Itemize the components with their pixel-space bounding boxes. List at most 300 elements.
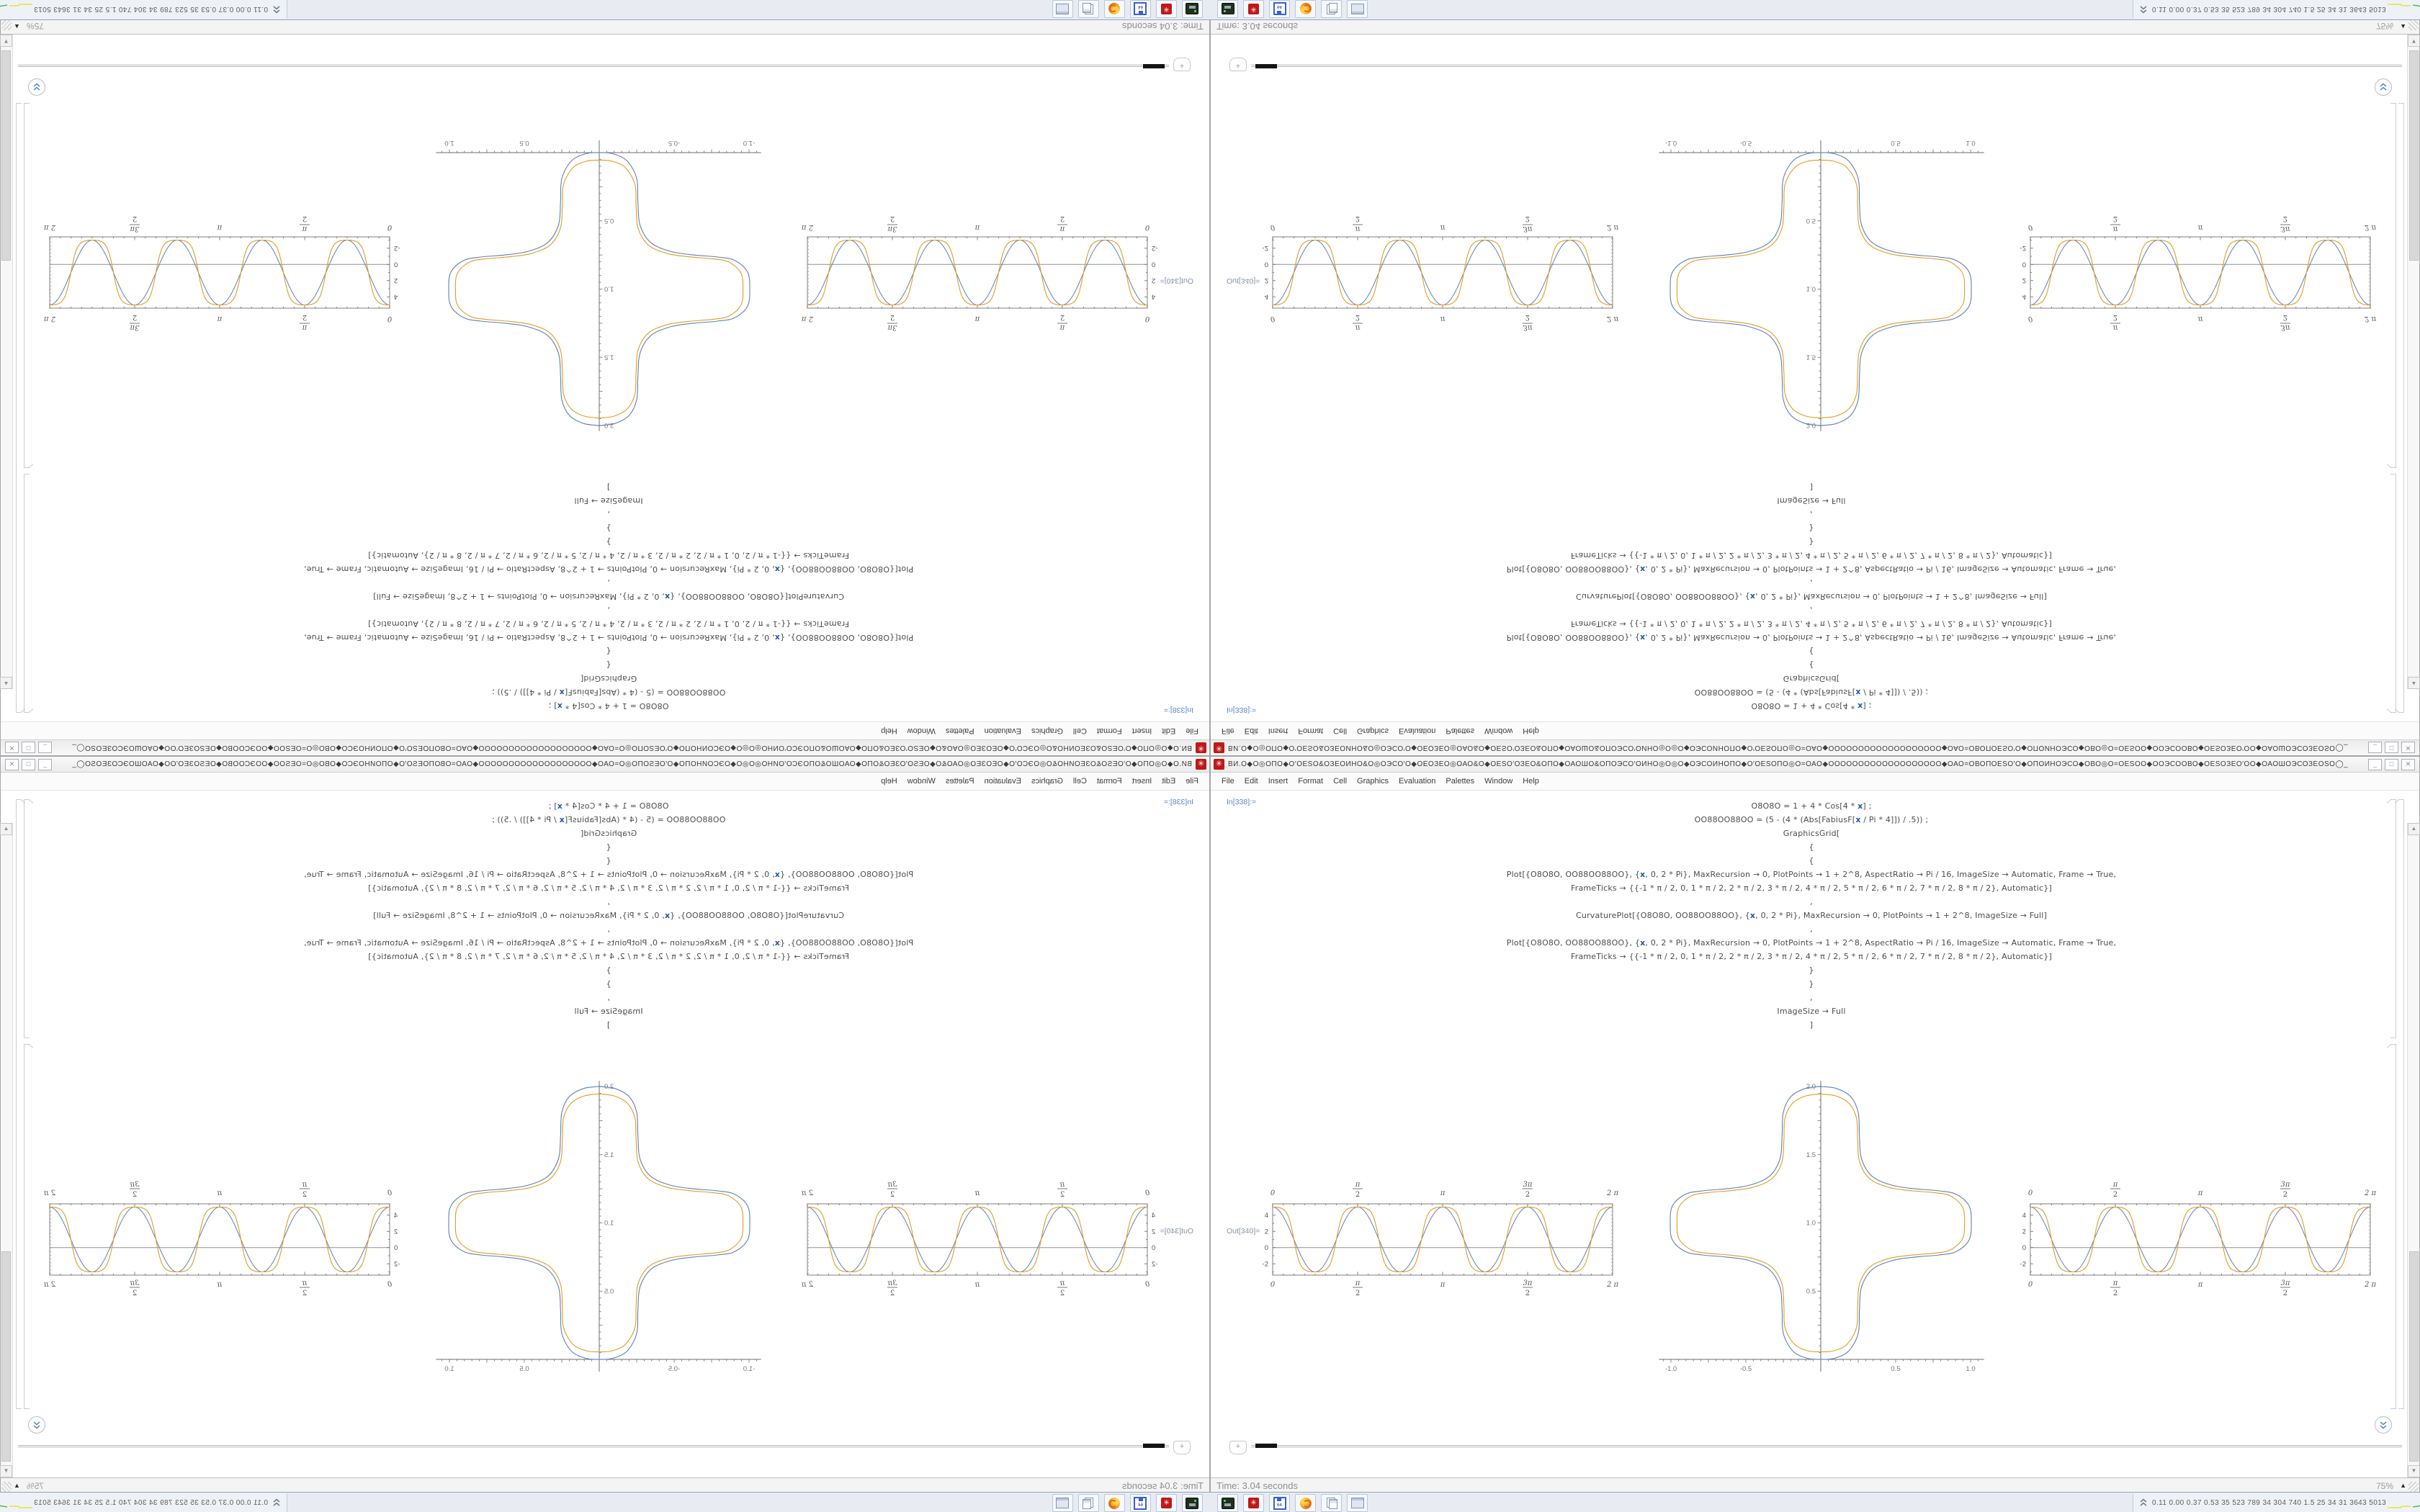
svg-text:3π: 3π: [1523, 323, 1533, 331]
taskbar-drive-icon[interactable]: [1217, 1494, 1238, 1512]
code-line[interactable]: {: [1809, 660, 1814, 670]
svg-text:2: 2: [1525, 313, 1531, 321]
code-line[interactable]: GraphicsGrid[: [1783, 829, 1840, 838]
output-cell-bracket[interactable]: [2390, 1044, 2396, 1409]
svg-text:π: π: [1440, 223, 1446, 231]
input-cell-bracket[interactable]: [24, 799, 30, 1038]
code-line[interactable]: OO88OO88OO = (5 - (4 * (Abs[FabiusF[x / Pi * 4]]) / .5)) ;: [1694, 815, 1929, 824]
menu-item[interactable]: Evaluation: [1399, 726, 1436, 735]
cell-group-bracket[interactable]: [16, 103, 22, 713]
output-cell-bracket[interactable]: [24, 103, 30, 468]
maximize-button[interactable]: □: [22, 759, 35, 770]
magnification-level[interactable]: 75%: [2375, 1481, 2393, 1491]
svg-text:0.5: 0.5: [1891, 139, 1901, 147]
system-monitor-tray[interactable]: [2133, 0, 2420, 19]
code-line[interactable]: }: [1809, 523, 1814, 533]
svg-text:2: 2: [1264, 1228, 1268, 1236]
double-chevron-down-icon: [2378, 82, 2388, 92]
menu-item[interactable]: Palettes: [1446, 777, 1475, 786]
menu-item[interactable]: Palettes: [945, 777, 974, 786]
documents-icon: [1327, 1498, 1337, 1508]
quadrant-br: [1210, 756, 2420, 1512]
code-line[interactable]: ,: [1810, 578, 1813, 588]
code-line[interactable]: O8O8O = 1 + 4 * Cos[4 * x] ;: [548, 801, 669, 811]
input-cell-bracket[interactable]: [24, 474, 30, 713]
code-line[interactable]: CurvaturePlot[{O8O8O, OO88OO88OO}, {x, 0, 2 * Pi}, MaxRecursion → 0, PlotPoints → 1 + 2^8, ImageSize → Full]: [373, 592, 844, 601]
svg-text:2: 2: [132, 313, 138, 321]
taskbar-firefox-icon[interactable]: [1295, 0, 1316, 18]
window-title: ВИ.О◆О◎ОПО◆О′ОЕЅО&ОЗЕОИНО&О◎ОЭСО′О◆ОЀОЗЕО◎ОАО&О◆ОЕЅО′ОЗЕО&ОПО◆ОАОШО&ОПОЭСО′ОИНО◎О◎О◆ОЭСОИНОПО◆О′ОЕЅОПО◎О=ОАО◆ООООООООООООООООООО◆ОАО=ОВОПОЕЅО′О◆ОПОИНОЭСО◆ОВО◎О=ОЕЅОО◆ООЭСООВО◆ОЕЅОЗЕО′ОО◆ОАОШОЭСОЗЕОЅО◯_: [1228, 760, 2349, 768]
menu-item[interactable]: Format: [1298, 777, 1324, 786]
vertical-scrollbar[interactable]: [2407, 823, 2419, 1477]
wave-plot-right: [2012, 1179, 2383, 1316]
h-scroll-thumb[interactable]: [1255, 64, 1277, 68]
minimize-button[interactable]: _: [2368, 759, 2382, 770]
menu-item[interactable]: Help: [881, 777, 897, 786]
svg-text:-2: -2: [1152, 1260, 1158, 1269]
taskbar-documents-icon[interactable]: [1321, 1494, 1342, 1512]
code-line[interactable]: O8O8O = 1 + 4 * Cos[4 * x] ;: [548, 701, 669, 711]
menu-item[interactable]: Window: [907, 777, 936, 786]
horizontal-scrollbar[interactable]: [1, 1440, 1209, 1452]
svg-text:π: π: [217, 223, 223, 231]
taskbar-window-icon[interactable]: [1052, 0, 1073, 18]
taskbar-documents-icon[interactable]: [1078, 1494, 1099, 1512]
code-line[interactable]: ImageSize → Full: [1777, 1007, 1846, 1016]
code-line[interactable]: ,: [1810, 510, 1813, 519]
quadrant-tl: [0, 0, 1210, 756]
code-line[interactable]: ImageSize → Full: [574, 496, 643, 505]
code-line[interactable]: FrameTicks → {{-1 * π / 2, 0, 1 * π / 2, 2 * π / 2, 3 * π / 2, 4 * π / 2, 5 * π / 2, 6 * π / 2, 7 * π / 2, 8 * π / 2}, Automatic}]: [368, 551, 849, 560]
code-line[interactable]: {: [1809, 856, 1814, 865]
taskbar-window-icon[interactable]: [1347, 0, 1368, 18]
close-button[interactable]: ✕: [2401, 759, 2415, 770]
code-line[interactable]: Plot[{O8O8O, OO88OO88OO}, {x, 0, 2 * Pi}, MaxRecursion → 0, PlotPoints → 1 + 2^8, AspectRatio → Pi / 16, ImageSize → Automatic, Frame → True,: [1506, 633, 2117, 642]
menu-item[interactable]: Cell: [1072, 726, 1087, 735]
taskbar-window-icon[interactable]: [1052, 1494, 1073, 1512]
code-line[interactable]: FrameTicks → {{-1 * π / 2, 0, 1 * π / 2, 2 * π / 2, 3 * π / 2, 4 * π / 2, 5 * π / 2, 6 * π / 2, 7 * π / 2, 8 * π / 2}, Automatic}]: [368, 883, 849, 893]
close-button[interactable]: ✕: [2401, 742, 2415, 754]
curvature-cross-plot: [431, 1080, 770, 1397]
svg-text:1.0: 1.0: [1966, 1365, 1976, 1373]
tray-expand-icon[interactable]: [2139, 4, 2148, 14]
minimize-button[interactable]: _: [2368, 742, 2382, 754]
notebook-content[interactable]: [1211, 791, 2419, 1477]
h-scroll-track[interactable]: [1251, 64, 2402, 67]
resize-grip[interactable]: [2408, 20, 2419, 30]
system-monitor-tray[interactable]: [0, 1493, 287, 1512]
code-line[interactable]: ,: [607, 510, 610, 519]
resize-grip[interactable]: [1, 1482, 12, 1492]
maximize-button[interactable]: □: [2385, 759, 2398, 770]
menu-item[interactable]: Format: [1096, 777, 1122, 786]
code-line[interactable]: Plot[{O8O8O, OO88OO88OO}, {x, 0, 2 * Pi}, MaxRecursion → 0, PlotPoints → 1 + 2^8, AspectRatio → Pi / 16, ImageSize → Automatic, Frame → True,: [1506, 938, 2117, 948]
code-line[interactable]: Plot[{O8O8O, OO88OO88OO}, {x, 0, 2 * Pi}, MaxRecursion → 0, PlotPoints → 1 + 2^8, AspectRatio → Pi / 16, ImageSize → Automatic, Frame → True,: [303, 938, 914, 948]
scroll-down-arrow[interactable]: ▼: [0, 35, 12, 47]
magnification-level[interactable]: 75%: [27, 21, 45, 31]
taskbar-drive-icon[interactable]: [1182, 0, 1203, 18]
h-scroll-track[interactable]: [18, 1445, 1169, 1448]
taskbar-drive-icon[interactable]: [1217, 0, 1238, 18]
magnifier-zoom-icon[interactable]: +: [1229, 58, 1247, 71]
code-line[interactable]: O8O8O = 1 + 4 * Cos[4 * x] ;: [1751, 801, 1872, 811]
h-scroll-track[interactable]: [1251, 1445, 2402, 1448]
svg-text:-0.5: -0.5: [1739, 139, 1752, 147]
window-titlebar[interactable]: [1, 757, 1209, 773]
code-line[interactable]: Plot[{O8O8O, OO88OO88OO}, {x, 0, 2 * Pi}, MaxRecursion → 0, PlotPoints → 1 + 2^8, AspectRatio → Pi / 16, ImageSize → Automatic, Frame → True,: [1506, 870, 2117, 879]
magnification-stepper[interactable]: ▲: [2400, 23, 2406, 30]
code-line[interactable]: FrameTicks → {{-1 * π / 2, 0, 1 * π / 2, 2 * π / 2, 3 * π / 2, 4 * π / 2, 5 * π / 2, 6 * π / 2, 7 * π / 2, 8 * π / 2}, Automatic}]: [1571, 619, 2052, 629]
scroll-down-arrow[interactable]: ▼: [2408, 1465, 2420, 1477]
svg-text:0: 0: [1270, 315, 1276, 323]
svg-text:3π: 3π: [130, 1279, 140, 1287]
taskbar-mathematica-icon[interactable]: [1243, 0, 1264, 18]
svg-text:2: 2: [2022, 1228, 2026, 1236]
svg-text:2: 2: [302, 1290, 308, 1297]
code-line[interactable]: }: [1809, 537, 1814, 546]
svg-text:-1.0: -1.0: [1664, 139, 1677, 147]
menu-item[interactable]: Insert: [1131, 726, 1152, 735]
notebook-content[interactable]: [1211, 35, 2419, 721]
menu-item[interactable]: File: [1222, 777, 1234, 786]
close-button[interactable]: ✕: [5, 742, 19, 754]
input-cell-bracket[interactable]: [2390, 799, 2396, 1038]
svg-text:π: π: [1355, 323, 1361, 331]
system-monitor-tray[interactable]: [0, 0, 287, 19]
taskbar-window-icon[interactable]: [1347, 1494, 1368, 1512]
code-line[interactable]: FrameTicks → {{-1 * π / 2, 0, 1 * π / 2, 2 * π / 2, 3 * π / 2, 4 * π / 2, 5 * π / 2, 6 * π / 2, 7 * π / 2, 8 * π / 2}, Automatic}]: [368, 952, 849, 961]
menubar: [1211, 721, 2419, 739]
code-line[interactable]: FrameTicks → {{-1 * π / 2, 0, 1 * π / 2, 2 * π / 2, 3 * π / 2, 4 * π / 2, 5 * π / 2, 6 * π / 2, 7 * π / 2, 8 * π / 2}, Automatic}]: [1571, 883, 2052, 893]
svg-text:π: π: [302, 323, 308, 331]
code-line[interactable]: Plot[{O8O8O, OO88OO88OO}, {x, 0, 2 * Pi}, MaxRecursion → 0, PlotPoints → 1 + 2^8, AspectRatio → Pi / 16, ImageSize → Automatic, Frame → True,: [1506, 564, 2117, 574]
magnifier-zoom-icon[interactable]: +: [1229, 1441, 1247, 1454]
jump-to-end-button[interactable]: [28, 1416, 45, 1434]
menu-item[interactable]: Evaluation: [1399, 777, 1436, 786]
taskbar-drive-icon[interactable]: [1182, 1494, 1203, 1512]
code-line[interactable]: ,: [1810, 924, 1813, 934]
code-line[interactable]: O8O8O = 1 + 4 * Cos[4 * x] ;: [1751, 701, 1872, 711]
code-line[interactable]: OO88OO88OO = (5 - (4 * (Abs[FabiusF[x / Pi * 4]]) / .5)) ;: [491, 688, 726, 697]
in-cell-label: In[338]:=: [1227, 798, 1257, 806]
h-scroll-thumb[interactable]: [1143, 1444, 1165, 1448]
cell-group-bracket[interactable]: [2398, 103, 2404, 713]
code-line[interactable]: GraphicsGrid[: [580, 829, 637, 838]
code-line[interactable]: GraphicsGrid[: [1783, 674, 1840, 683]
svg-text:4: 4: [394, 292, 398, 301]
code-line[interactable]: ]: [1809, 482, 1814, 492]
menu-item[interactable]: File: [1186, 777, 1198, 786]
code-line[interactable]: }: [606, 537, 611, 546]
svg-text:4: 4: [2022, 292, 2026, 301]
code-line[interactable]: }: [1809, 966, 1814, 975]
code-line[interactable]: ]: [1809, 1020, 1814, 1030]
v-scroll-thumb[interactable]: [1, 50, 11, 261]
notebook-content[interactable]: [1, 791, 1209, 1477]
code-line[interactable]: Plot[{O8O8O, OO88OO88OO}, {x, 0, 2 * Pi}, MaxRecursion → 0, PlotPoints → 1 + 2^8, AspectRatio → Pi / 16, ImageSize → Automatic, Frame → True,: [303, 870, 914, 879]
taskbar-floppy-64-icon[interactable]: [1269, 0, 1290, 18]
menu-item[interactable]: Help: [1523, 777, 1539, 786]
menu-item[interactable]: Palettes: [945, 726, 974, 735]
menu-item[interactable]: File: [1222, 726, 1234, 735]
code-line[interactable]: ImageSize → Full: [574, 1007, 643, 1016]
menu-item[interactable]: Cell: [1072, 777, 1087, 786]
magnification-stepper[interactable]: ▲: [14, 1482, 20, 1489]
menu-item[interactable]: Window: [1484, 726, 1513, 735]
svg-text:-2: -2: [1152, 243, 1158, 252]
input-cell[interactable]: [58, 799, 1159, 1032]
svg-text:-1.0: -1.0: [743, 1365, 756, 1373]
code-line[interactable]: ,: [1810, 606, 1813, 615]
code-line[interactable]: OO88OO88OO = (5 - (4 * (Abs[FabiusF[x / Pi * 4]]) / .5)) ;: [491, 815, 726, 824]
horizontal-scrollbar[interactable]: [1211, 1440, 2419, 1452]
menu-item[interactable]: Cell: [1333, 726, 1348, 735]
svg-text:1.5: 1.5: [1806, 353, 1816, 361]
taskbar-floppy-64-icon[interactable]: [1130, 1494, 1151, 1512]
svg-text:2 π: 2 π: [801, 223, 814, 231]
vertical-scrollbar[interactable]: [1, 35, 13, 689]
maximize-button[interactable]: □: [22, 742, 35, 754]
svg-text:π: π: [2112, 1181, 2118, 1189]
menu-item[interactable]: Edit: [1244, 777, 1258, 786]
code-line[interactable]: CurvaturePlot[{O8O8O, OO88OO88OO}, {x, 0, 2 * Pi}, MaxRecursion → 0, PlotPoints → 1 + 2^8, ImageSize → Full]: [373, 911, 844, 920]
mathematica-spikey-icon: ✳: [1214, 742, 1224, 753]
taskbar-firefox-icon[interactable]: [1295, 1494, 1316, 1512]
menu-item[interactable]: Graphics: [1357, 726, 1389, 735]
maximize-button[interactable]: □: [2385, 742, 2398, 754]
menu-item[interactable]: Graphics: [1031, 777, 1063, 786]
code-line[interactable]: ,: [607, 606, 610, 615]
firefox-icon: [1300, 1498, 1312, 1509]
svg-text:2: 2: [2282, 215, 2288, 222]
taskbar-floppy-64-icon[interactable]: [1130, 0, 1151, 18]
svg-text:2.0: 2.0: [604, 1083, 614, 1091]
jump-to-end-button[interactable]: [28, 78, 45, 96]
window-icon: [1351, 4, 1364, 14]
svg-text:3π: 3π: [887, 1279, 897, 1287]
menu-item[interactable]: Palettes: [1446, 726, 1475, 735]
menu-item[interactable]: Graphics: [1357, 777, 1389, 786]
jump-to-end-button[interactable]: [2375, 78, 2392, 96]
menu-item[interactable]: Edit: [1162, 726, 1176, 735]
menu-item[interactable]: Insert: [1268, 726, 1289, 735]
svg-text:0: 0: [387, 1281, 393, 1289]
quadrant-bl: [0, 756, 1210, 1512]
svg-text:0: 0: [1152, 260, 1156, 269]
v-scroll-thumb[interactable]: [2409, 50, 2419, 261]
taskbar-firefox-icon[interactable]: [1104, 1494, 1125, 1512]
horizontal-scrollbar[interactable]: [1211, 60, 2419, 72]
code-line[interactable]: FrameTicks → {{-1 * π / 2, 0, 1 * π / 2, 2 * π / 2, 3 * π / 2, 4 * π / 2, 5 * π / 2, 6 * π / 2, 7 * π / 2, 8 * π / 2}, Automatic}]: [1571, 952, 2052, 961]
code-line[interactable]: Plot[{O8O8O, OO88OO88OO}, {x, 0, 2 * Pi}, MaxRecursion → 0, PlotPoints → 1 + 2^8, AspectRatio → Pi / 16, ImageSize → Automatic, Frame → True,: [303, 633, 914, 642]
resize-grip[interactable]: [2408, 1482, 2419, 1492]
code-line[interactable]: OO88OO88OO = (5 - (4 * (Abs[FabiusF[x / Pi * 4]]) / .5)) ;: [1694, 688, 1929, 697]
svg-text:2 π: 2 π: [801, 1189, 814, 1197]
svg-text:2: 2: [889, 313, 895, 321]
v-scroll-thumb[interactable]: [2409, 1251, 2419, 1462]
input-cell[interactable]: [58, 480, 1159, 713]
menu-item[interactable]: Edit: [1244, 726, 1258, 735]
menubar: [1, 773, 1209, 791]
svg-text:π: π: [302, 225, 308, 233]
menu-item[interactable]: Insert: [1268, 777, 1289, 786]
cell-group-bracket[interactable]: [16, 799, 22, 1409]
code-line[interactable]: {: [606, 660, 611, 670]
svg-text:0: 0: [1144, 1189, 1150, 1197]
menu-item[interactable]: Help: [1523, 726, 1539, 735]
output-cell-bracket[interactable]: [2390, 103, 2396, 468]
code-line[interactable]: ,: [607, 897, 610, 906]
code-line[interactable]: {: [606, 647, 611, 656]
menu-item[interactable]: Format: [1096, 726, 1122, 735]
minimize-button[interactable]: _: [38, 742, 52, 754]
menu-item[interactable]: Window: [1484, 777, 1513, 786]
code-line[interactable]: ,: [1810, 993, 1813, 1002]
system-monitor-tray[interactable]: [2133, 1493, 2420, 1512]
svg-text:π: π: [974, 315, 980, 323]
magnification-level[interactable]: 75%: [27, 1481, 45, 1491]
code-line[interactable]: ]: [606, 482, 611, 492]
code-line[interactable]: FrameTicks → {{-1 * π / 2, 0, 1 * π / 2, 2 * π / 2, 3 * π / 2, 4 * π / 2, 5 * π / 2, 6 * π / 2, 7 * π / 2, 8 * π / 2}, Automatic}]: [368, 619, 849, 629]
magnifier-zoom-icon[interactable]: +: [1173, 1441, 1191, 1454]
code-line[interactable]: }: [606, 523, 611, 533]
floppy-64-icon: 64: [1273, 1497, 1286, 1510]
menu-item[interactable]: Window: [907, 726, 936, 735]
svg-text:0: 0: [1144, 315, 1150, 323]
magnification-level[interactable]: 75%: [2375, 21, 2393, 31]
input-cell-bracket[interactable]: [2390, 474, 2396, 713]
menu-item[interactable]: Cell: [1333, 777, 1348, 786]
tray-metrics-text: 0.11 0.00 0.37 0.53 35 523 789 34 304 740 1.5 25 34 31 3643 5013: [33, 5, 268, 14]
scroll-down-arrow[interactable]: ▼: [2408, 35, 2420, 47]
h-scroll-track[interactable]: [18, 64, 1169, 67]
taskbar-mathematica-icon[interactable]: [1156, 1494, 1177, 1512]
svg-text:-1.0: -1.0: [1664, 1365, 1677, 1373]
h-scroll-thumb[interactable]: [1255, 1444, 1277, 1448]
menu-item[interactable]: Insert: [1131, 777, 1152, 786]
svg-text:1.0: 1.0: [1966, 139, 1976, 147]
menu-item[interactable]: Help: [881, 726, 897, 735]
magnification-stepper[interactable]: ▲: [14, 23, 20, 30]
code-line[interactable]: GraphicsGrid[: [580, 674, 637, 683]
magnifier-zoom-icon[interactable]: +: [1173, 58, 1191, 71]
input-cell[interactable]: [1261, 480, 2362, 713]
menu-item[interactable]: Edit: [1162, 777, 1176, 786]
code-line[interactable]: ,: [607, 924, 610, 934]
code-line[interactable]: ImageSize → Full: [1777, 496, 1846, 505]
cell-group-bracket[interactable]: [2398, 799, 2404, 1409]
svg-text:π: π: [2197, 1189, 2203, 1197]
svg-text:π: π: [1059, 323, 1065, 331]
menu-item[interactable]: Format: [1298, 726, 1324, 735]
menu-item[interactable]: Graphics: [1031, 726, 1063, 735]
window-titlebar[interactable]: [1211, 739, 2419, 755]
svg-text:π: π: [217, 1281, 223, 1289]
mathematica-notebook-window: [1210, 0, 2420, 756]
code-line[interactable]: }: [1809, 979, 1814, 989]
vertical-scrollbar[interactable]: [1, 823, 13, 1477]
tray-sparkline-icon: [0, 1, 34, 17]
menu-item[interactable]: File: [1186, 726, 1198, 735]
double-chevron-down-icon: [2378, 1420, 2388, 1430]
code-line[interactable]: {: [1809, 647, 1814, 656]
code-line[interactable]: ,: [607, 578, 610, 588]
scroll-down-arrow[interactable]: ▼: [0, 1465, 12, 1477]
taskbar-documents-icon[interactable]: [1321, 0, 1342, 18]
close-button[interactable]: ✕: [5, 759, 19, 770]
code-line[interactable]: CurvaturePlot[{O8O8O, OO88OO88OO}, {x, 0, 2 * Pi}, MaxRecursion → 0, PlotPoints → 1 + 2^8, ImageSize → Full]: [1576, 911, 2047, 920]
window-titlebar[interactable]: [1211, 757, 2419, 773]
vertical-scrollbar[interactable]: [2407, 35, 2419, 689]
tray-metrics-text: 0.11 0.00 0.37 0.53 35 523 789 34 304 740 1.5 25 34 31 3643 5013: [33, 1498, 268, 1507]
magnification-stepper[interactable]: ▲: [2400, 1482, 2406, 1489]
output-cell-bracket[interactable]: [24, 1044, 30, 1409]
minimize-button[interactable]: _: [38, 759, 52, 770]
svg-text:1.5: 1.5: [604, 353, 614, 361]
svg-text:π: π: [1059, 1279, 1065, 1287]
code-line[interactable]: ,: [1810, 897, 1813, 906]
scroll-up-arrow[interactable]: ▲: [2408, 823, 2420, 835]
horizontal-scrollbar[interactable]: [1, 60, 1209, 72]
taskbar-firefox-icon[interactable]: [1104, 0, 1125, 18]
evaluation-time-label: Time: 3.04 seconds: [1216, 1480, 1298, 1491]
menu-item[interactable]: Evaluation: [984, 726, 1021, 735]
code-line[interactable]: {: [606, 856, 611, 865]
code-line[interactable]: }: [606, 966, 611, 975]
svg-text:π: π: [1059, 1181, 1065, 1189]
taskbar-documents-icon[interactable]: [1078, 0, 1099, 18]
window-titlebar[interactable]: [1, 739, 1209, 755]
code-line[interactable]: ]: [606, 1020, 611, 1030]
svg-text:2 π: 2 π: [1606, 315, 1619, 323]
code-line[interactable]: }: [606, 979, 611, 989]
tray-expand-icon[interactable]: [272, 1498, 281, 1508]
window-title: ВИ.О◆О◎ОПО◆О′ОЕЅО&ОЗЕОИНО&О◎ОЭСО′О◆ОЀОЗЕО◎ОАО&О◆ОЕЅО′ОЗЕО&ОПО◆ОАОШО&ОПОЭСО′ОИНО◎О◎О◆ОЭСОИНОПО◆О′ОЕЅОПО◎О=ОАО◆ООООООООООООООООООО◆ОАО=ОВОПОЕЅО′О◆ОПОИНОЭСО◆ОВО◎О=ОЕЅОО◆ООЭСООВО◆ОЕЅОЗЕО′ОО◆ОАОШОЭСОЗЕОЅО◯_: [1228, 744, 2349, 752]
svg-text:π: π: [2112, 1279, 2118, 1287]
code-line[interactable]: {: [1809, 842, 1814, 852]
code-line[interactable]: Plot[{O8O8O, OO88OO88OO}, {x, 0, 2 * Pi}, MaxRecursion → 0, PlotPoints → 1 + 2^8, AspectRatio → Pi / 16, ImageSize → Automatic, Frame → True,: [303, 564, 914, 574]
v-scroll-thumb[interactable]: [1, 1251, 11, 1462]
wave-plot-left: [1254, 1179, 1625, 1316]
svg-text:3π: 3π: [887, 323, 897, 331]
taskbar-mathematica-icon[interactable]: [1156, 0, 1177, 18]
scroll-up-arrow[interactable]: ▲: [0, 677, 12, 689]
notebook-content[interactable]: [1, 35, 1209, 721]
scroll-up-arrow[interactable]: ▲: [2408, 677, 2420, 689]
svg-text:π: π: [1059, 225, 1065, 233]
menu-item[interactable]: Evaluation: [984, 777, 1021, 786]
input-cell[interactable]: [1261, 799, 2362, 1032]
h-scroll-thumb[interactable]: [1143, 64, 1165, 68]
resize-grip[interactable]: [1, 20, 12, 30]
taskbar-mathematica-icon[interactable]: [1243, 1494, 1264, 1512]
code-line[interactable]: {: [606, 842, 611, 852]
code-line[interactable]: FrameTicks → {{-1 * π / 2, 0, 1 * π / 2, 2 * π / 2, 3 * π / 2, 4 * π / 2, 5 * π / 2, 6 * π / 2, 7 * π / 2, 8 * π / 2}, Automatic}]: [1571, 551, 2052, 560]
taskbar-floppy-64-icon[interactable]: [1269, 1494, 1290, 1512]
floppy-64-icon: 64: [1273, 3, 1286, 16]
svg-text:2 π: 2 π: [1606, 1281, 1619, 1289]
code-line[interactable]: ,: [607, 993, 610, 1002]
jump-to-end-button[interactable]: [2375, 1416, 2392, 1434]
svg-text:2 π: 2 π: [43, 223, 56, 231]
svg-text:0: 0: [387, 223, 393, 231]
scroll-up-arrow[interactable]: ▲: [0, 823, 12, 835]
code-line[interactable]: CurvaturePlot[{O8O8O, OO88OO88OO}, {x, 0, 2 * Pi}, MaxRecursion → 0, PlotPoints → 1 + 2^8, ImageSize → Full]: [1576, 592, 2047, 601]
svg-text:π: π: [974, 1189, 980, 1197]
tray-expand-icon[interactable]: [2139, 1498, 2148, 1508]
taskbar: [1210, 1492, 2420, 1512]
tray-expand-icon[interactable]: [272, 4, 281, 14]
